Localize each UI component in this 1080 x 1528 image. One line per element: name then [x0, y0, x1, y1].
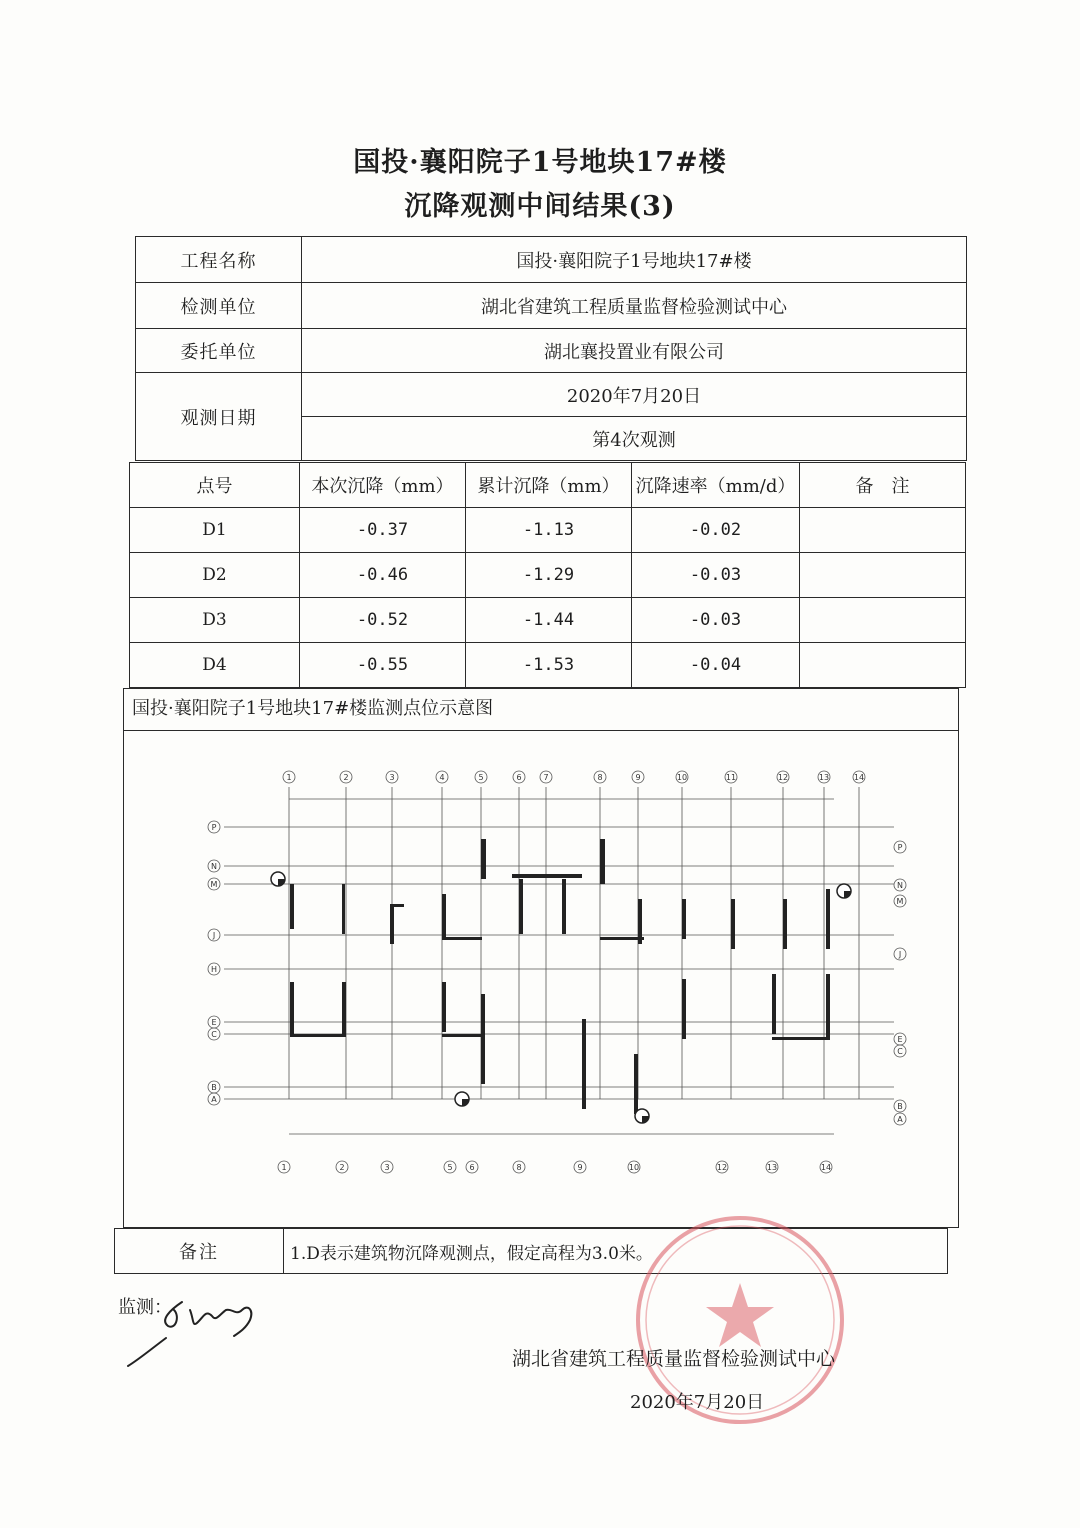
cell-note: [800, 508, 966, 553]
floor-plan-diagram: [194, 769, 924, 1189]
axis-label-top: 8: [597, 773, 603, 782]
wall: [390, 904, 394, 944]
monitoring-point-fill: [462, 1099, 469, 1106]
axis-label-left: N: [211, 862, 217, 871]
cell-cumulative: -1.29: [466, 553, 632, 598]
cell-rate: -0.04: [632, 643, 800, 688]
axis-label-right: N: [897, 881, 903, 890]
monitoring-point-fill: [642, 1116, 649, 1123]
remark-label: 备注: [115, 1229, 284, 1274]
axis-label-top: 12: [777, 773, 789, 782]
monitoring-point-fill: [278, 879, 285, 886]
wall: [442, 982, 446, 1032]
project-name-label: 工程名称: [136, 237, 302, 283]
wall: [442, 937, 482, 940]
axis-label-top: 3: [389, 773, 395, 782]
table-row: [130, 553, 966, 598]
axis-label-right: B: [897, 1102, 903, 1111]
wall: [826, 889, 830, 949]
wall: [519, 879, 523, 934]
axis-label-left: B: [211, 1083, 217, 1092]
cell-rate: -0.03: [632, 553, 800, 598]
axis-label-bottom: 3: [384, 1163, 390, 1172]
wall: [342, 982, 346, 1037]
cell-point: D1: [130, 508, 300, 553]
cell-current: -0.55: [300, 643, 466, 688]
cell-rate: -0.03: [632, 598, 800, 643]
axis-label-left: A: [211, 1095, 217, 1104]
wall: [600, 839, 605, 884]
header-current: 本次沉降（mm）: [300, 463, 466, 508]
header-note: 备 注: [800, 463, 966, 508]
diagram-title: 国投·襄阳院子1号地块17#楼监测点位示意图: [124, 689, 958, 731]
cell-cumulative: -1.13: [466, 508, 632, 553]
observation-round: 第4次观测: [302, 417, 967, 461]
header-point: 点号: [130, 463, 300, 508]
cell-cumulative: -1.53: [466, 643, 632, 688]
axis-label-top: 7: [543, 773, 549, 782]
axis-label-bottom: 2: [339, 1163, 345, 1172]
remark-text: 1.D表示建筑物沉降观测点，假定高程为3.0米。: [284, 1229, 948, 1274]
header-rate: 沉降速率（mm/d）: [632, 463, 800, 508]
axis-label-top: 1: [286, 773, 292, 782]
wall: [290, 884, 294, 929]
testing-unit-value: 湖北省建筑工程质量监督检验测试中心: [302, 283, 967, 329]
cell-current: -0.52: [300, 598, 466, 643]
settlement-table: [129, 462, 966, 688]
wall: [783, 899, 787, 949]
signoff-date: 2020年7月20日: [630, 1392, 765, 1413]
document-subtitle: 沉降观测中间结果(3): [404, 191, 676, 222]
axis-label-top: 6: [516, 773, 522, 782]
table-row: [130, 643, 966, 688]
wall: [290, 1034, 345, 1037]
wall: [682, 979, 686, 1039]
table-row: [130, 508, 966, 553]
axis-label-bottom: 9: [577, 1163, 583, 1172]
wall: [290, 982, 294, 1037]
axis-label-right: P: [897, 843, 903, 852]
project-name-value: 国投·襄阳院子1号地块17#楼: [302, 237, 967, 283]
testing-unit-label: 检测单位: [136, 283, 302, 329]
date-label: 观测日期: [136, 373, 302, 461]
wall: [634, 1054, 638, 1114]
wall: [772, 1037, 830, 1040]
signature: [120, 1280, 280, 1370]
axis-label-right: E: [897, 1035, 903, 1044]
cell-rate: -0.02: [632, 508, 800, 553]
axis-label-bottom: 13: [766, 1163, 778, 1172]
monitor-label: 监测：: [118, 1297, 172, 1318]
axis-label-bottom: 6: [469, 1163, 475, 1172]
axis-label-left: M: [210, 880, 218, 889]
axis-label-bottom: 5: [447, 1163, 453, 1172]
client-label: 委托单位: [136, 329, 302, 373]
cell-note: [800, 598, 966, 643]
wall: [342, 884, 345, 934]
wall: [481, 839, 486, 879]
axis-label-bottom: 8: [516, 1163, 522, 1172]
info-table: [135, 236, 967, 461]
date-value: 2020年7月20日: [302, 373, 967, 417]
table-row: [130, 598, 966, 643]
axis-label-right: J: [898, 950, 902, 959]
axis-label-left: H: [210, 965, 218, 974]
cell-point: D2: [130, 553, 300, 598]
client-value: 湖北襄投置业有限公司: [302, 329, 967, 373]
axis-label-top: 13: [818, 773, 830, 782]
axis-label-right: M: [896, 897, 904, 906]
header-cumulative: 累计沉降（mm）: [466, 463, 632, 508]
axis-label-left: J: [212, 931, 216, 940]
axis-label-right: A: [897, 1115, 903, 1124]
axis-label-bottom: 14: [820, 1163, 832, 1172]
axis-label-top: 5: [478, 773, 484, 782]
axis-label-top: 4: [439, 773, 445, 782]
axis-label-bottom: 1: [281, 1163, 287, 1172]
cell-current: -0.37: [300, 508, 466, 553]
cell-cumulative: -1.44: [466, 598, 632, 643]
wall: [682, 899, 686, 939]
wall: [826, 974, 830, 1039]
axis-label-top: 11: [725, 773, 737, 782]
axis-label-right: C: [897, 1047, 903, 1056]
wall: [390, 904, 404, 907]
wall: [562, 879, 566, 934]
cell-note: [800, 553, 966, 598]
wall: [512, 874, 582, 878]
wall: [442, 894, 446, 939]
wall: [600, 937, 644, 940]
cell-note: [800, 643, 966, 688]
wall: [772, 974, 776, 1034]
monitoring-point-fill: [844, 891, 851, 898]
axis-label-top: 14: [853, 773, 865, 782]
axis-label-left: E: [211, 1018, 217, 1027]
axis-label-left: C: [211, 1030, 217, 1039]
document-title: 国投·襄阳院子1号地块17#楼: [353, 147, 727, 178]
axis-label-top: 2: [343, 773, 349, 782]
wall: [442, 1034, 482, 1037]
wall: [582, 1019, 586, 1109]
axis-label-bottom: 10: [628, 1163, 640, 1172]
cell-current: -0.46: [300, 553, 466, 598]
wall: [481, 994, 485, 1084]
cell-point: D4: [130, 643, 300, 688]
wall: [731, 899, 735, 949]
axis-label-bottom: 12: [716, 1163, 728, 1172]
axis-label-left: P: [211, 823, 217, 832]
axis-label-top: 10: [676, 773, 688, 782]
diagram-section: [123, 688, 959, 1228]
axis-label-top: 9: [635, 773, 641, 782]
organization-name: 湖北省建筑工程质量监督检验测试中心: [512, 1348, 836, 1370]
cell-point: D3: [130, 598, 300, 643]
